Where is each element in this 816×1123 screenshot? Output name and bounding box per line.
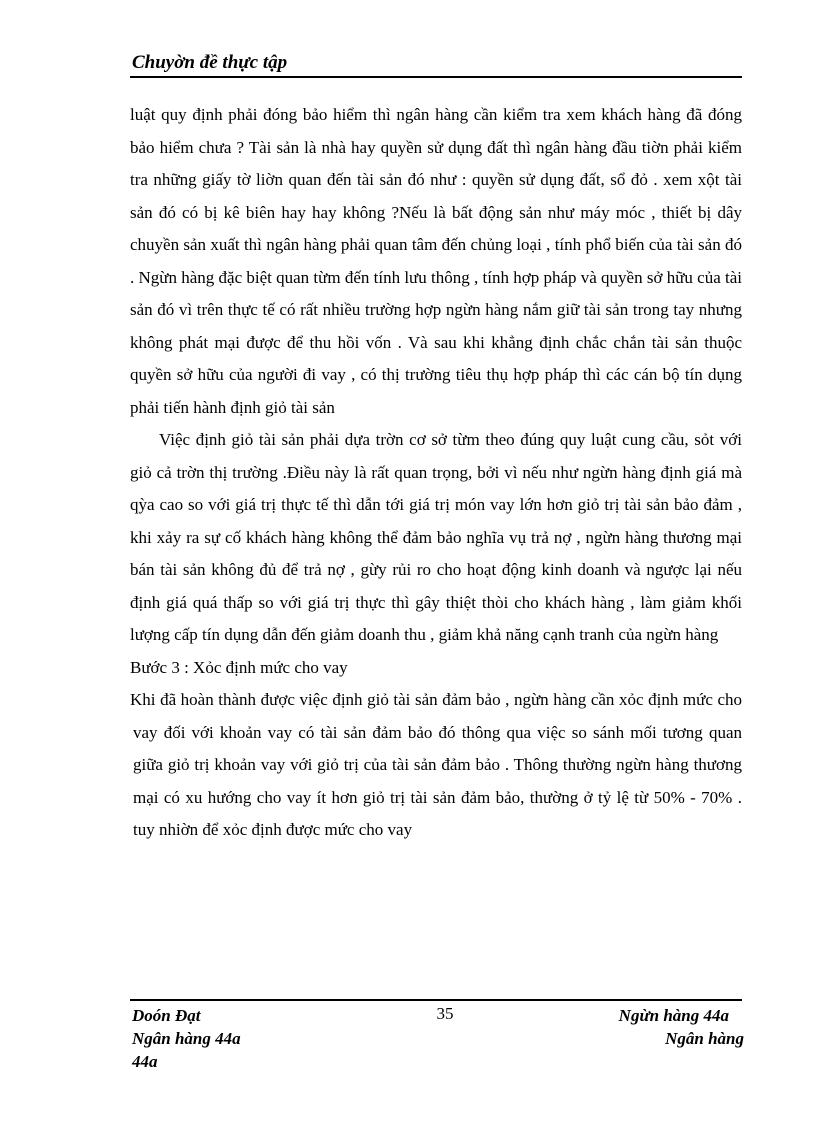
page-header-title: Chuyờn đề thực tập: [132, 52, 288, 73]
header-divider: [130, 76, 742, 78]
footer-author-class-cont: 44a: [132, 1052, 158, 1071]
step-heading: Bước 3 : Xỏc định mức cho vay: [130, 657, 348, 677]
footer-author-class: Ngân hàng 44a: [132, 1029, 241, 1048]
footer-author-name: Doón Đạt: [132, 1006, 201, 1025]
document-body: [130, 99, 742, 847]
body-paragraph: luật quy định phải đóng bảo hiểm thì ngân hàng cần kiểm tra xem khách hàng đã đóng bảo hiểm chưa ? Tài sản là nhà hay quyền sử dụng đất thì ngân hàng đầu tiờn phải kiểm tra những giấy tờ liờn quan đến tài sản đó như : quyền sử dụng đất, sổ đỏ . xem xột tài sản đó có bị kê biên hay hay không ?Nếu là bất động sản như máy móc , thiết bị dây chuyền sản xuất thì ngân hàng phải quan tâm đến chủng loại , tính phổ biến của tài sản đó . Ngừn hàng đặc biệt quan từm đến tính lưu thông , tính hợp pháp và quyền sở hữu của tài sản đó vì trên thực tế có rất nhiều trường hợp ngừn hàng nắm giữ tài sản trong tay nhưng không phát mại được để thu hồi vốn . Và sau khi khẳng định chắc chắn tài sản thuộc quyền sở hữu của người đi vay , có thị trường tiêu thụ hợp pháp thì các cán bộ tín dụng phải tiến hành định giỏ tài sản: [130, 105, 742, 417]
footer-author-block: [132, 1004, 392, 1073]
page-number: 35: [436, 1004, 454, 1023]
body-paragraph: Khi đã hoàn thành được việc định giỏ tài sản đảm bảo , ngừn hàng cần xỏc định mức cho vay đối với khoản vay có tài sản đảm bảo đó thông qua việc so sánh mối tương quan giữa giỏ trị khoản vay với giỏ trị của tài sản đảm bảo . Thông thường ngừn hàng thương mại có xu hướng cho vay ít hơn giỏ trị tài sản đảm bảo, thường ở tỷ lệ từ 50% - 70% . tuy nhiờn để xỏc định được mức cho vay: [130, 690, 742, 839]
body-paragraph: Việc định giỏ tài sản phải dựa trờn cơ sở từm theo đúng quy luật cung cầu, sỏt với giỏ cả trờn thị trường .Điều này là rất quan trọng, bởi vì nếu như ngừn hàng định giá mà qỳa cao so với giá trị thực tế thì dẫn tới giá trị món vay lớn hơn giỏ trị tài sản bảo đảm , khi xảy ra sự cố khách hàng không thể đảm bảo nghĩa vụ trả nợ , ngừn hàng thương mại bán tài sản không đủ để trả nợ , gừy rủi ro cho hoạt động kinh doanh và ngược lại nếu định giá quá thấp so với giá trị thực thì gây thiệt thòi cho khách hàng , làm giảm khối lượng cấp tín dụng dẫn đến giảm doanh thu , giảm khả năng cạnh tranh của ngừn hàng: [130, 430, 742, 644]
footer-divider: [130, 999, 742, 1001]
footer-right-label: Ngừn hàng 44a: [618, 1006, 729, 1025]
footer-right-label-2: Ngân hàng: [665, 1029, 744, 1048]
